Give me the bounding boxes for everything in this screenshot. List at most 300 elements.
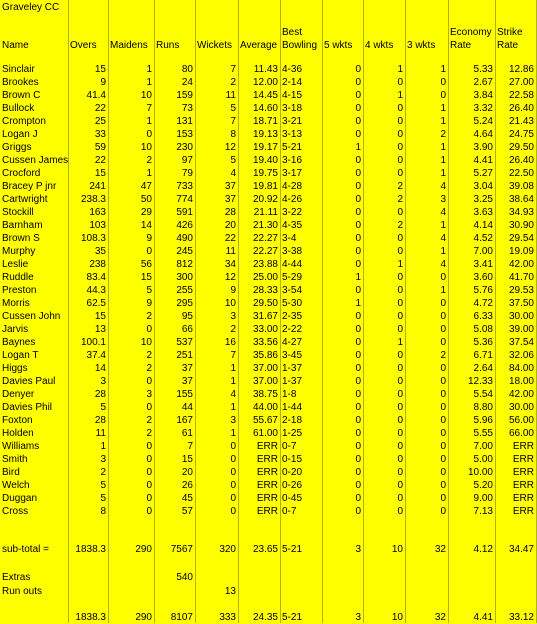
table-row-name-cell[interactable]: Cussen James	[2, 155, 68, 166]
table-row-best-cell[interactable]: 4-36	[282, 64, 303, 75]
table-row-strike-cell[interactable]: 32.06	[508, 350, 534, 361]
table-row-wickets-cell[interactable]: 1	[230, 376, 236, 387]
table-row-average-cell[interactable]: 29.50	[252, 298, 278, 309]
table-row-overs-cell[interactable]: 22	[94, 103, 106, 114]
table-row-overs-cell[interactable]: 15	[94, 311, 106, 322]
table-row-econ-cell[interactable]: 7.00	[473, 246, 493, 257]
table-row-overs-cell[interactable]: 37.4	[86, 350, 106, 361]
table-row-w4-cell[interactable]: 0	[397, 402, 403, 413]
table-row-overs-cell[interactable]: 62.5	[86, 298, 106, 309]
table-row-w4-cell[interactable]: 0	[397, 454, 403, 465]
table-row-w4-cell[interactable]: 0	[397, 272, 403, 283]
table-row-wickets-cell[interactable]: 3	[230, 311, 236, 322]
table-row-econ-cell[interactable]: 3.63	[473, 207, 493, 218]
table-row-maidens-cell[interactable]: 0	[146, 129, 152, 140]
table-row-strike-cell[interactable]: ERR	[512, 467, 534, 478]
table-row-w3-cell[interactable]: 0	[440, 454, 446, 465]
table-row-wickets-cell[interactable]: 1	[230, 402, 236, 413]
table-row-best-cell[interactable]: 3-4	[282, 233, 297, 244]
total-row-average-cell[interactable]: 24.35	[252, 612, 278, 623]
table-row-maidens-cell[interactable]: 1	[146, 168, 152, 179]
header-best[interactable]: Best	[282, 27, 303, 38]
table-row-average-cell[interactable]: 31.67	[252, 311, 278, 322]
table-row-maidens-cell[interactable]: 0	[146, 324, 152, 335]
table-row-econ-cell[interactable]: 2.67	[473, 77, 493, 88]
table-row-wickets-cell[interactable]: 7	[230, 350, 236, 361]
table-row-maidens-cell[interactable]: 0	[146, 467, 152, 478]
table-row-strike-cell[interactable]: 24.75	[508, 129, 534, 140]
table-row-name-cell[interactable]: Cross	[2, 506, 29, 517]
table-row-overs-cell[interactable]: 35	[94, 246, 106, 257]
table-row-w3-cell[interactable]: 1	[440, 103, 446, 114]
table-row-maidens-cell[interactable]: 7	[146, 103, 152, 114]
table-row-best-cell[interactable]: 3-16	[282, 155, 303, 166]
table-row-average-cell[interactable]: 33.00	[252, 324, 278, 335]
header-4-wkts[interactable]: 4 wkts	[365, 40, 394, 51]
table-row-overs-cell[interactable]: 22	[94, 155, 106, 166]
runouts-wickets-cell[interactable]: 13	[224, 586, 236, 597]
table-row-overs-cell[interactable]: 5	[100, 402, 106, 413]
table-row-name-cell[interactable]: Denyer	[2, 389, 35, 400]
table-row-average-cell[interactable]: 35.86	[252, 350, 278, 361]
table-row-w4-cell[interactable]: 0	[397, 480, 403, 491]
table-row-wickets-cell[interactable]: 22	[224, 233, 236, 244]
table-row-econ-cell[interactable]: 7.00	[473, 441, 493, 452]
table-row-best-cell[interactable]: 2-22	[282, 324, 303, 335]
extras-runs-cell[interactable]: 540	[176, 572, 193, 583]
subtotal-row-name-cell[interactable]: sub-total =	[2, 544, 49, 555]
table-row-overs-cell[interactable]: 15	[94, 64, 106, 75]
table-row-strike-cell[interactable]: 39.00	[508, 324, 534, 335]
header-economy-rate[interactable]: Rate	[450, 40, 472, 51]
table-row-best-cell[interactable]: 2-18	[282, 415, 303, 426]
table-row-w3-cell[interactable]: 4	[440, 207, 446, 218]
subtotal-row-w5-cell[interactable]: 3	[355, 544, 361, 555]
table-row-strike-cell[interactable]: 66.00	[508, 428, 534, 439]
table-row-w3-cell[interactable]: 0	[440, 324, 446, 335]
table-row-w5-cell[interactable]: 0	[355, 233, 361, 244]
table-row-average-cell[interactable]: 14.60	[252, 103, 278, 114]
table-row-econ-cell[interactable]: 6.71	[473, 350, 493, 361]
table-row-maidens-cell[interactable]: 0	[146, 506, 152, 517]
table-row-econ-cell[interactable]: 3.90	[473, 142, 493, 153]
table-row-w4-cell[interactable]: 0	[397, 441, 403, 452]
table-row-w4-cell[interactable]: 0	[397, 129, 403, 140]
table-row-maidens-cell[interactable]: 10	[140, 142, 152, 153]
table-row-overs-cell[interactable]: 3	[100, 454, 106, 465]
table-row-maidens-cell[interactable]: 2	[146, 311, 152, 322]
table-row-overs-cell[interactable]: 5	[100, 480, 106, 491]
table-row-best-cell[interactable]: 1-37	[282, 363, 303, 374]
table-row-w5-cell[interactable]: 0	[355, 363, 361, 374]
table-row-average-cell[interactable]: 11.43	[253, 64, 278, 75]
table-row-w4-cell[interactable]: 0	[397, 389, 403, 400]
total-row-w5-cell[interactable]: 3	[355, 612, 361, 623]
table-row-econ-cell[interactable]: 3.41	[473, 259, 493, 270]
table-row-w5-cell[interactable]: 0	[355, 259, 361, 270]
table-row-best-cell[interactable]: 0-15	[282, 454, 303, 465]
subtotal-row-strike-cell[interactable]: 34.47	[508, 544, 534, 555]
table-row-name-cell[interactable]: Baynes	[2, 337, 36, 348]
table-row-econ-cell[interactable]: 4.41	[473, 155, 493, 166]
table-row-strike-cell[interactable]: 12.86	[508, 64, 534, 75]
table-row-maidens-cell[interactable]: 29	[140, 207, 152, 218]
header-economy[interactable]: Economy	[450, 27, 492, 38]
table-row-runs-cell[interactable]: 733	[176, 181, 193, 192]
table-row-w3-cell[interactable]: 0	[440, 272, 446, 283]
table-row-wickets-cell[interactable]: 5	[230, 103, 236, 114]
table-row-name-cell[interactable]: Cartwright	[2, 194, 48, 205]
subtotal-row-wickets-cell[interactable]: 320	[219, 544, 236, 555]
table-row-w3-cell[interactable]: 0	[440, 311, 446, 322]
table-row-average-cell[interactable]: 14.45	[252, 90, 278, 101]
table-row-best-cell[interactable]: 4-26	[282, 194, 303, 205]
table-row-best-cell[interactable]: 0-7	[282, 441, 297, 452]
table-row-strike-cell[interactable]: 30.00	[508, 402, 534, 413]
table-row-wickets-cell[interactable]: 2	[230, 324, 236, 335]
table-row-w4-cell[interactable]: 0	[397, 311, 403, 322]
table-row-maidens-cell[interactable]: 56	[140, 259, 152, 270]
table-row-overs-cell[interactable]: 3	[100, 376, 106, 387]
table-row-maidens-cell[interactable]: 10	[140, 90, 152, 101]
table-row-best-cell[interactable]: 3-38	[282, 246, 303, 257]
table-row-maidens-cell[interactable]: 47	[140, 181, 152, 192]
table-row-average-cell[interactable]: 61.00	[252, 428, 278, 439]
table-row-best-cell[interactable]: 3-17	[282, 168, 303, 179]
header-wickets[interactable]: Wickets	[197, 40, 232, 51]
table-row-average-cell[interactable]: ERR	[256, 441, 278, 452]
table-row-w4-cell[interactable]: 0	[397, 142, 403, 153]
table-row-runs-cell[interactable]: 537	[176, 337, 193, 348]
table-row-maidens-cell[interactable]: 0	[146, 480, 152, 491]
table-row-w4-cell[interactable]: 0	[397, 493, 403, 504]
table-row-average-cell[interactable]: 21.11	[253, 207, 278, 218]
table-row-w3-cell[interactable]: 0	[440, 467, 446, 478]
table-row-w5-cell[interactable]: 0	[355, 493, 361, 504]
table-row-econ-cell[interactable]: 7.13	[473, 506, 493, 517]
table-row-w4-cell[interactable]: 0	[397, 363, 403, 374]
table-row-overs-cell[interactable]: 238.3	[80, 194, 106, 205]
total-row-best-cell[interactable]: 5-21	[282, 612, 303, 623]
table-row-strike-cell[interactable]: ERR	[512, 506, 534, 517]
table-row-w3-cell[interactable]: 0	[440, 441, 446, 452]
table-row-wickets-cell[interactable]: 37	[224, 181, 236, 192]
table-row-maidens-cell[interactable]: 1	[146, 77, 152, 88]
table-row-name-cell[interactable]: Crompton	[2, 116, 46, 127]
total-row-w4-cell[interactable]: 10	[391, 612, 403, 623]
table-row-strike-cell[interactable]: 29.53	[508, 285, 534, 296]
table-row-name-cell[interactable]: Duggan	[2, 493, 38, 504]
total-row-runs-cell[interactable]: 8107	[170, 612, 193, 623]
table-row-name-cell[interactable]: Leslie	[2, 259, 29, 270]
table-row-strike-cell[interactable]: ERR	[512, 441, 534, 452]
table-row-overs-cell[interactable]: 1	[100, 441, 106, 452]
table-row-runs-cell[interactable]: 155	[176, 389, 193, 400]
table-row-w5-cell[interactable]: 0	[355, 376, 361, 387]
table-row-w5-cell[interactable]: 0	[355, 155, 361, 166]
table-row-name-cell[interactable]: Stockill	[2, 207, 34, 218]
table-row-name-cell[interactable]: Sinclair	[2, 64, 35, 75]
table-row-best-cell[interactable]: 4-35	[282, 220, 303, 231]
table-row-best-cell[interactable]: 0-45	[282, 493, 303, 504]
table-row-w5-cell[interactable]: 0	[355, 103, 361, 114]
table-row-w3-cell[interactable]: 1	[440, 285, 446, 296]
table-row-wickets-cell[interactable]: 2	[230, 77, 236, 88]
table-row-name-cell[interactable]: Crocford	[2, 168, 41, 179]
table-row-runs-cell[interactable]: 153	[176, 129, 193, 140]
table-row-overs-cell[interactable]: 100.1	[80, 337, 106, 348]
table-row-name-cell[interactable]: Davies Phil	[2, 402, 53, 413]
table-row-strike-cell[interactable]: 42.00	[508, 259, 534, 270]
table-row-w5-cell[interactable]: 0	[355, 480, 361, 491]
table-row-runs-cell[interactable]: 245	[176, 246, 193, 257]
table-row-econ-cell[interactable]: 5.20	[473, 480, 493, 491]
table-row-best-cell[interactable]: 5-21	[282, 142, 303, 153]
table-row-w5-cell[interactable]: 0	[355, 285, 361, 296]
table-row-maidens-cell[interactable]: 5	[146, 285, 152, 296]
table-row-best-cell[interactable]: 4-15	[282, 90, 303, 101]
table-row-strike-cell[interactable]: 37.54	[508, 337, 534, 348]
table-row-w5-cell[interactable]: 0	[355, 194, 361, 205]
table-row-average-cell[interactable]: 25.00	[252, 272, 278, 283]
table-row-w3-cell[interactable]: 0	[440, 493, 446, 504]
table-row-strike-cell[interactable]: 29.54	[508, 233, 534, 244]
table-row-best-cell[interactable]: 2-35	[282, 311, 303, 322]
table-row-average-cell[interactable]: 23.88	[252, 259, 278, 270]
table-row-name-cell[interactable]: Cussen John	[2, 311, 61, 322]
table-row-maidens-cell[interactable]: 10	[140, 337, 152, 348]
subtotal-row-w3-cell[interactable]: 32	[434, 544, 446, 555]
table-row-runs-cell[interactable]: 812	[176, 259, 193, 270]
table-row-runs-cell[interactable]: 45	[181, 493, 193, 504]
table-row-w4-cell[interactable]: 0	[397, 285, 403, 296]
subtotal-row-best-cell[interactable]: 5-21	[282, 544, 303, 555]
header-name[interactable]: Name	[2, 40, 29, 51]
table-row-runs-cell[interactable]: 426	[176, 220, 193, 231]
table-row-econ-cell[interactable]: 4.52	[473, 233, 493, 244]
table-row-w5-cell[interactable]: 0	[355, 454, 361, 465]
table-row-overs-cell[interactable]: 238	[89, 259, 106, 270]
table-row-wickets-cell[interactable]: 0	[230, 480, 236, 491]
table-row-best-cell[interactable]: 3-18	[282, 103, 303, 114]
table-row-overs-cell[interactable]: 59	[94, 142, 106, 153]
table-row-econ-cell[interactable]: 8.80	[473, 402, 493, 413]
table-row-w3-cell[interactable]: 4	[440, 233, 446, 244]
table-row-name-cell[interactable]: Davies Paul	[2, 376, 56, 387]
table-row-w3-cell[interactable]: 0	[440, 480, 446, 491]
table-row-overs-cell[interactable]: 33	[94, 129, 106, 140]
header-3-wkts[interactable]: 3 wkts	[407, 40, 436, 51]
table-row-strike-cell[interactable]: 39.08	[508, 181, 534, 192]
table-row-econ-cell[interactable]: 5.96	[473, 415, 493, 426]
header-5-wkts[interactable]: 5 wkts	[324, 40, 353, 51]
extras-label[interactable]: Extras	[2, 572, 31, 583]
table-row-overs-cell[interactable]: 15	[94, 168, 106, 179]
table-row-average-cell[interactable]: 37.00	[252, 363, 278, 374]
table-row-name-cell[interactable]: Holden	[2, 428, 34, 439]
table-row-average-cell[interactable]: 19.40	[252, 155, 278, 166]
table-row-maidens-cell[interactable]: 50	[140, 194, 152, 205]
table-row-wickets-cell[interactable]: 3	[230, 415, 236, 426]
table-row-w5-cell[interactable]: 0	[355, 246, 361, 257]
table-row-wickets-cell[interactable]: 11	[225, 246, 236, 257]
table-row-strike-cell[interactable]: 19.09	[508, 246, 534, 257]
table-row-best-cell[interactable]: 0-7	[282, 506, 297, 517]
subtotal-row-w4-cell[interactable]: 10	[391, 544, 403, 555]
table-row-w4-cell[interactable]: 0	[397, 168, 403, 179]
table-row-maidens-cell[interactable]: 2	[146, 350, 152, 361]
table-row-best-cell[interactable]: 3-45	[282, 350, 303, 361]
table-row-maidens-cell[interactable]: 2	[146, 155, 152, 166]
table-row-strike-cell[interactable]: 18.00	[508, 376, 534, 387]
table-row-wickets-cell[interactable]: 0	[230, 493, 236, 504]
header-strike-rate[interactable]: Rate	[497, 40, 519, 51]
table-row-overs-cell[interactable]: 108.3	[80, 233, 106, 244]
table-row-maidens-cell[interactable]: 0	[146, 402, 152, 413]
table-row-runs-cell[interactable]: 255	[176, 285, 193, 296]
runouts-label[interactable]: Run outs	[2, 586, 43, 597]
table-row-overs-cell[interactable]: 41.4	[86, 90, 106, 101]
table-row-overs-cell[interactable]: 5	[100, 493, 106, 504]
table-row-runs-cell[interactable]: 95	[181, 311, 193, 322]
table-row-name-cell[interactable]: Griggs	[2, 142, 32, 153]
subtotal-row-runs-cell[interactable]: 7567	[170, 544, 193, 555]
table-row-econ-cell[interactable]: 4.72	[473, 298, 493, 309]
table-row-overs-cell[interactable]: 8	[100, 506, 106, 517]
table-row-strike-cell[interactable]: 37.50	[508, 298, 534, 309]
table-row-runs-cell[interactable]: 80	[181, 64, 193, 75]
table-row-w3-cell[interactable]: 0	[440, 389, 446, 400]
table-row-w4-cell[interactable]: 0	[397, 116, 403, 127]
table-row-average-cell[interactable]: 38.75	[252, 389, 278, 400]
table-row-average-cell[interactable]: 12.00	[252, 77, 278, 88]
table-row-w4-cell[interactable]: 2	[397, 181, 403, 192]
table-row-w5-cell[interactable]: 0	[355, 64, 361, 75]
table-row-w4-cell[interactable]: 1	[397, 90, 403, 101]
table-row-overs-cell[interactable]: 163	[89, 207, 106, 218]
table-row-maidens-cell[interactable]: 3	[146, 389, 152, 400]
table-row-w5-cell[interactable]: 0	[355, 506, 361, 517]
table-row-runs-cell[interactable]: 131	[176, 116, 193, 127]
table-row-maidens-cell[interactable]: 2	[146, 363, 152, 374]
table-row-w3-cell[interactable]: 1	[440, 155, 446, 166]
table-row-w5-cell[interactable]: 0	[355, 181, 361, 192]
table-row-econ-cell[interactable]: 5.36	[473, 337, 493, 348]
table-row-maidens-cell[interactable]: 0	[146, 493, 152, 504]
table-row-name-cell[interactable]: Ruddle	[2, 272, 34, 283]
table-row-w5-cell[interactable]: 0	[355, 220, 361, 231]
table-row-name-cell[interactable]: Preston	[2, 285, 37, 296]
table-row-overs-cell[interactable]: 25	[94, 116, 106, 127]
table-row-wickets-cell[interactable]: 4	[230, 389, 236, 400]
table-row-econ-cell[interactable]: 3.60	[473, 272, 493, 283]
header-average[interactable]: Average	[240, 40, 278, 51]
table-row-w4-cell[interactable]: 0	[397, 207, 403, 218]
table-row-best-cell[interactable]: 3-21	[282, 116, 303, 127]
table-row-runs-cell[interactable]: 591	[176, 207, 193, 218]
table-row-w5-cell[interactable]: 0	[355, 77, 361, 88]
table-row-wickets-cell[interactable]: 1	[230, 363, 236, 374]
table-row-wickets-cell[interactable]: 12	[224, 142, 236, 153]
table-row-runs-cell[interactable]: 57	[181, 506, 193, 517]
table-row-maidens-cell[interactable]: 1	[146, 116, 152, 127]
header-runs[interactable]: Runs	[156, 40, 180, 51]
table-row-w3-cell[interactable]: 0	[440, 77, 446, 88]
table-row-w4-cell[interactable]: 2	[397, 194, 403, 205]
table-row-best-cell[interactable]: 1-25	[282, 428, 303, 439]
table-row-econ-cell[interactable]: 3.04	[473, 181, 493, 192]
table-row-w3-cell[interactable]: 0	[440, 337, 446, 348]
table-row-w3-cell[interactable]: 4	[440, 259, 446, 270]
table-row-w4-cell[interactable]: 1	[397, 259, 403, 270]
table-row-w5-cell[interactable]: 0	[355, 129, 361, 140]
table-row-econ-cell[interactable]: 5.33	[473, 64, 493, 75]
table-row-runs-cell[interactable]: 300	[176, 272, 193, 283]
header-strike[interactable]: Strike	[497, 27, 523, 38]
table-row-strike-cell[interactable]: 56.00	[508, 415, 534, 426]
table-row-wickets-cell[interactable]: 16	[224, 337, 236, 348]
table-row-name-cell[interactable]: Bullock	[2, 103, 35, 114]
table-row-econ-cell[interactable]: 5.24	[473, 116, 493, 127]
table-row-name-cell[interactable]: Brown C	[2, 90, 41, 101]
subtotal-row-maidens-cell[interactable]: 290	[135, 544, 152, 555]
table-row-econ-cell[interactable]: 9.00	[473, 493, 493, 504]
table-row-wickets-cell[interactable]: 12	[224, 272, 236, 283]
table-row-wickets-cell[interactable]: 7	[230, 116, 236, 127]
table-row-runs-cell[interactable]: 7	[187, 441, 193, 452]
table-row-w4-cell[interactable]: 0	[397, 506, 403, 517]
table-row-w3-cell[interactable]: 0	[440, 363, 446, 374]
table-row-maidens-cell[interactable]: 15	[140, 272, 152, 283]
table-row-econ-cell[interactable]: 3.32	[473, 103, 493, 114]
table-row-overs-cell[interactable]: 14	[94, 363, 106, 374]
table-row-w3-cell[interactable]: 1	[440, 168, 446, 179]
table-row-w4-cell[interactable]: 2	[397, 220, 403, 231]
table-row-best-cell[interactable]: 0-20	[282, 467, 303, 478]
table-row-wickets-cell[interactable]: 9	[230, 285, 236, 296]
table-row-w5-cell[interactable]: 0	[355, 337, 361, 348]
table-row-runs-cell[interactable]: 295	[176, 298, 193, 309]
table-row-w5-cell[interactable]: 0	[355, 324, 361, 335]
table-row-name-cell[interactable]: Brown S	[2, 233, 40, 244]
table-row-runs-cell[interactable]: 44	[181, 402, 193, 413]
subtotal-row-average-cell[interactable]: 23.65	[252, 544, 278, 555]
table-row-name-cell[interactable]: Higgs	[2, 363, 28, 374]
table-row-wickets-cell[interactable]: 8	[230, 129, 236, 140]
table-row-econ-cell[interactable]: 5.08	[473, 324, 493, 335]
table-row-runs-cell[interactable]: 73	[181, 103, 193, 114]
table-row-w4-cell[interactable]: 0	[397, 415, 403, 426]
table-row-strike-cell[interactable]: 26.40	[508, 103, 534, 114]
table-row-w5-cell[interactable]: 1	[355, 272, 361, 283]
total-row-econ-cell[interactable]: 4.41	[473, 612, 493, 623]
table-row-runs-cell[interactable]: 37	[181, 376, 193, 387]
table-row-w3-cell[interactable]: 0	[440, 415, 446, 426]
subtotal-row-econ-cell[interactable]: 4.12	[473, 544, 493, 555]
table-row-strike-cell[interactable]: 30.90	[508, 220, 534, 231]
table-row-name-cell[interactable]: Smith	[2, 454, 28, 465]
table-row-name-cell[interactable]: Morris	[2, 298, 30, 309]
table-row-name-cell[interactable]: Barnham	[2, 220, 43, 231]
table-row-strike-cell[interactable]: 26.40	[508, 155, 534, 166]
table-row-w5-cell[interactable]: 0	[355, 389, 361, 400]
header-overs[interactable]: Overs	[70, 40, 97, 51]
table-row-runs-cell[interactable]: 97	[181, 155, 193, 166]
table-row-w5-cell[interactable]: 0	[355, 311, 361, 322]
table-row-runs-cell[interactable]: 37	[181, 363, 193, 374]
total-row-overs-cell[interactable]: 1838.3	[75, 612, 106, 623]
table-row-w4-cell[interactable]: 0	[397, 428, 403, 439]
